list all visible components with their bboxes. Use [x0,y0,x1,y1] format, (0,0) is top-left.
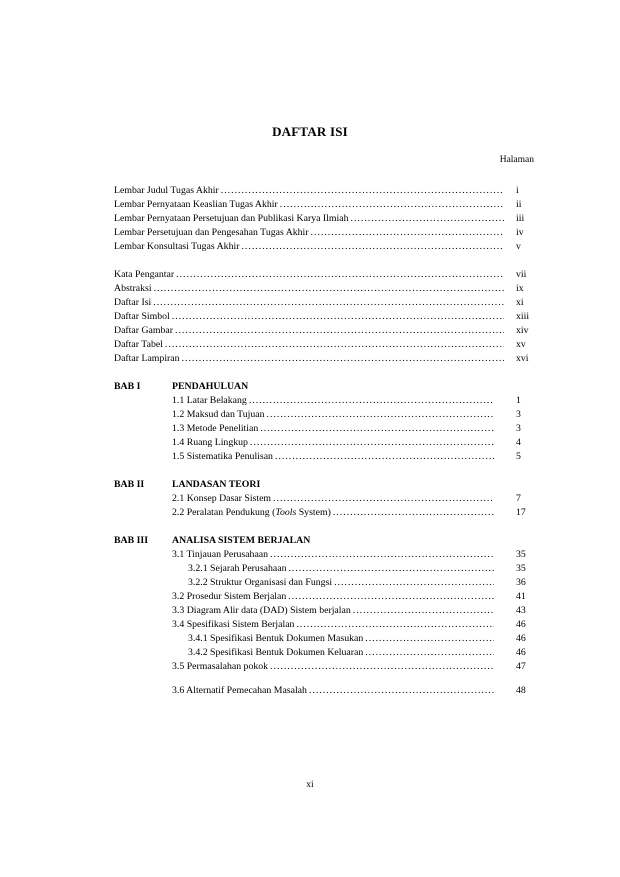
toc-entry-label: 1.2 Maksud dan Tujuan [172,409,265,420]
toc-entry[interactable] [172,408,496,421]
page-column-header: Halaman [499,155,534,165]
toc-entry-page: i [516,185,519,196]
toc-entry-page: 41 [516,591,526,602]
toc-entry-label: Lembar Konsultasi Tugas Akhir [114,241,240,252]
toc-entry-label: Abstraksi [114,283,152,294]
toc-entry-page: 3 [516,423,521,434]
toc-entry[interactable] [188,632,496,645]
leader-dots [176,268,504,281]
toc-entry-page: 48 [516,685,526,696]
toc-entry-label: Lembar Persetujuan dan Pengesahan Tugas Akhir [114,227,309,238]
leader-dots [270,660,494,673]
leader-dots [288,562,494,575]
leader-dots [309,684,494,697]
toc-entry-label: 3.3 Diagram Alir data (DAD) Sistem berjalan [172,605,351,616]
toc-entry-label: 3.2.2 Struktur Organisasi dan Fungsi [188,577,333,588]
toc-entry-label: 3.6 Alternatif Pemecahan Masalah [172,685,307,696]
toc-entry-page: 47 [516,661,526,672]
toc-entry-page: xi [516,297,524,308]
chapter-title[interactable]: PENDAHULUAN [172,381,249,392]
toc-entry-label: 2.1 Konsep Dasar Sistem [172,493,272,504]
toc-entry[interactable] [172,604,496,617]
leader-dots [153,296,504,309]
toc-entry-page: xv [516,339,526,350]
leader-dots [260,422,494,435]
toc-entry-page: xvi [516,353,529,364]
toc-entry[interactable] [114,184,506,197]
toc-entry-label: 3.2 Prosedur Sistem Berjalan [172,591,287,602]
toc-entry-page: 5 [516,451,521,462]
toc-entry-label: 3.4.1 Spesifikasi Bentuk Dokumen Masukan [188,633,364,644]
toc-entry-page: 17 [516,507,526,518]
leader-dots [250,436,494,449]
leader-dots [275,450,494,463]
toc-entry-page: v [516,241,521,252]
leader-dots [172,310,504,323]
toc-entry-label: Daftar Isi [114,297,152,308]
toc-entry-page: 35 [516,563,526,574]
leader-dots [311,226,504,239]
leader-dots [333,506,494,519]
toc-entry-page: 4 [516,437,521,448]
toc-entry-label: Lembar Pernyataan Keaslian Tugas Akhir [114,199,278,210]
toc-entry[interactable] [114,212,506,225]
toc-entry-page: 3 [516,409,521,420]
toc-entry-label: 3.4.2 Spesifikasi Bentuk Dokumen Keluaran [188,647,364,658]
toc-entry[interactable] [114,198,506,211]
toc-entry-label: Daftar Lampiran [114,353,180,364]
chapter-title[interactable]: ANALISA SISTEM BERJALAN [172,535,311,546]
toc-entry-page: iv [516,227,524,238]
toc-entry-page: vii [516,269,527,280]
toc-entry[interactable] [172,394,496,407]
toc-entry[interactable] [114,296,506,309]
toc-entry[interactable] [114,324,506,337]
toc-entry[interactable] [114,352,506,365]
leader-dots [249,394,494,407]
toc-entry-page: 35 [516,549,526,560]
leader-dots [267,408,494,421]
toc-entry-page: 43 [516,605,526,616]
toc-entry-label: Daftar Gambar [114,325,174,336]
toc-entry[interactable] [172,618,496,631]
toc-entry-page: xiii [516,311,530,322]
toc-entry-page: iii [516,213,525,224]
toc-entry[interactable] [172,492,496,505]
toc-entry[interactable] [172,590,496,603]
toc-entry[interactable] [114,338,506,351]
toc-entry-page: 1 [516,395,521,406]
leader-dots [175,324,504,337]
toc-entry-label: Lembar Judul Tugas Akhir [114,185,219,196]
leader-dots [288,590,494,603]
toc-entry-label: 3.5 Permasalahan pokok [172,661,269,672]
leader-dots [165,338,504,351]
italic-term: Tools [275,507,297,518]
chapter-number: BAB I [114,381,141,392]
toc-entry-label: 1.1 Latar Belakang [172,395,247,406]
leader-dots [353,604,494,617]
toc-entry-page: 46 [516,647,526,658]
toc-entry-label: 1.4 Ruang Lingkup [172,437,248,448]
leader-dots [351,212,504,225]
toc-entry-page: 46 [516,619,526,630]
toc-entry[interactable] [114,268,506,281]
toc-entry-label: Lembar Pernyataan Persetujuan dan Publikasi Karya Ilmiah [114,213,349,224]
leader-dots [154,282,504,295]
toc-entry[interactable] [172,660,496,673]
leader-dots [280,198,504,211]
leader-dots [273,492,494,505]
toc-entry[interactable] [172,436,496,449]
toc-entry-page: 46 [516,633,526,644]
toc-entry-label: Kata Pengantar [114,269,175,280]
chapter-number: BAB III [114,535,149,546]
toc-entry-label: Daftar Tabel [114,339,163,350]
chapter-title[interactable]: LANDASAN TEORI [172,479,261,490]
toc-entry-page: ii [516,199,522,210]
toc-entry-label: Daftar Simbol [114,311,170,322]
page-title: DAFTAR ISI [272,124,348,139]
leader-dots [241,240,504,253]
toc-entry[interactable] [172,684,496,697]
toc-entry[interactable] [172,548,496,561]
toc-entry[interactable] [114,282,506,295]
chapter-number: BAB II [114,479,145,490]
toc-entry-label: 3.1 Tinjauan Perusahaan [172,549,269,560]
leader-dots [221,184,504,197]
toc-entry[interactable] [188,562,496,575]
toc-entry[interactable] [114,240,506,253]
toc-entry-label: 2.2 Peralatan Pendukung (Tools System) [172,507,331,518]
toc-entry[interactable] [188,646,496,659]
toc-entry-page: 36 [516,577,526,588]
leader-dots [365,646,494,659]
toc-entry[interactable] [172,422,496,435]
toc-entry-page: 7 [516,493,521,504]
toc-entry[interactable] [172,450,496,463]
toc-entry-page: xiv [516,325,529,336]
toc-entry-label: 1.3 Metode Penelitian [172,423,259,434]
toc-entry-label: 3.2.1 Sejarah Perusahaan [188,563,287,574]
toc-entry[interactable] [188,576,496,589]
leader-dots [296,618,494,631]
toc-entry[interactable] [114,226,506,239]
toc-entry-label: 1.5 Sistematika Penulisan [172,451,273,462]
leader-dots [334,576,494,589]
leader-dots [365,632,494,645]
toc-entry[interactable] [114,310,506,323]
leader-dots [270,548,494,561]
toc-entry-page: ix [516,283,524,294]
leader-dots [182,352,504,365]
toc-entry-label: 3.4 Spesifikasi Sistem Berjalan [172,619,295,630]
page-number: xi [306,780,314,790]
toc-entry[interactable] [172,506,496,519]
